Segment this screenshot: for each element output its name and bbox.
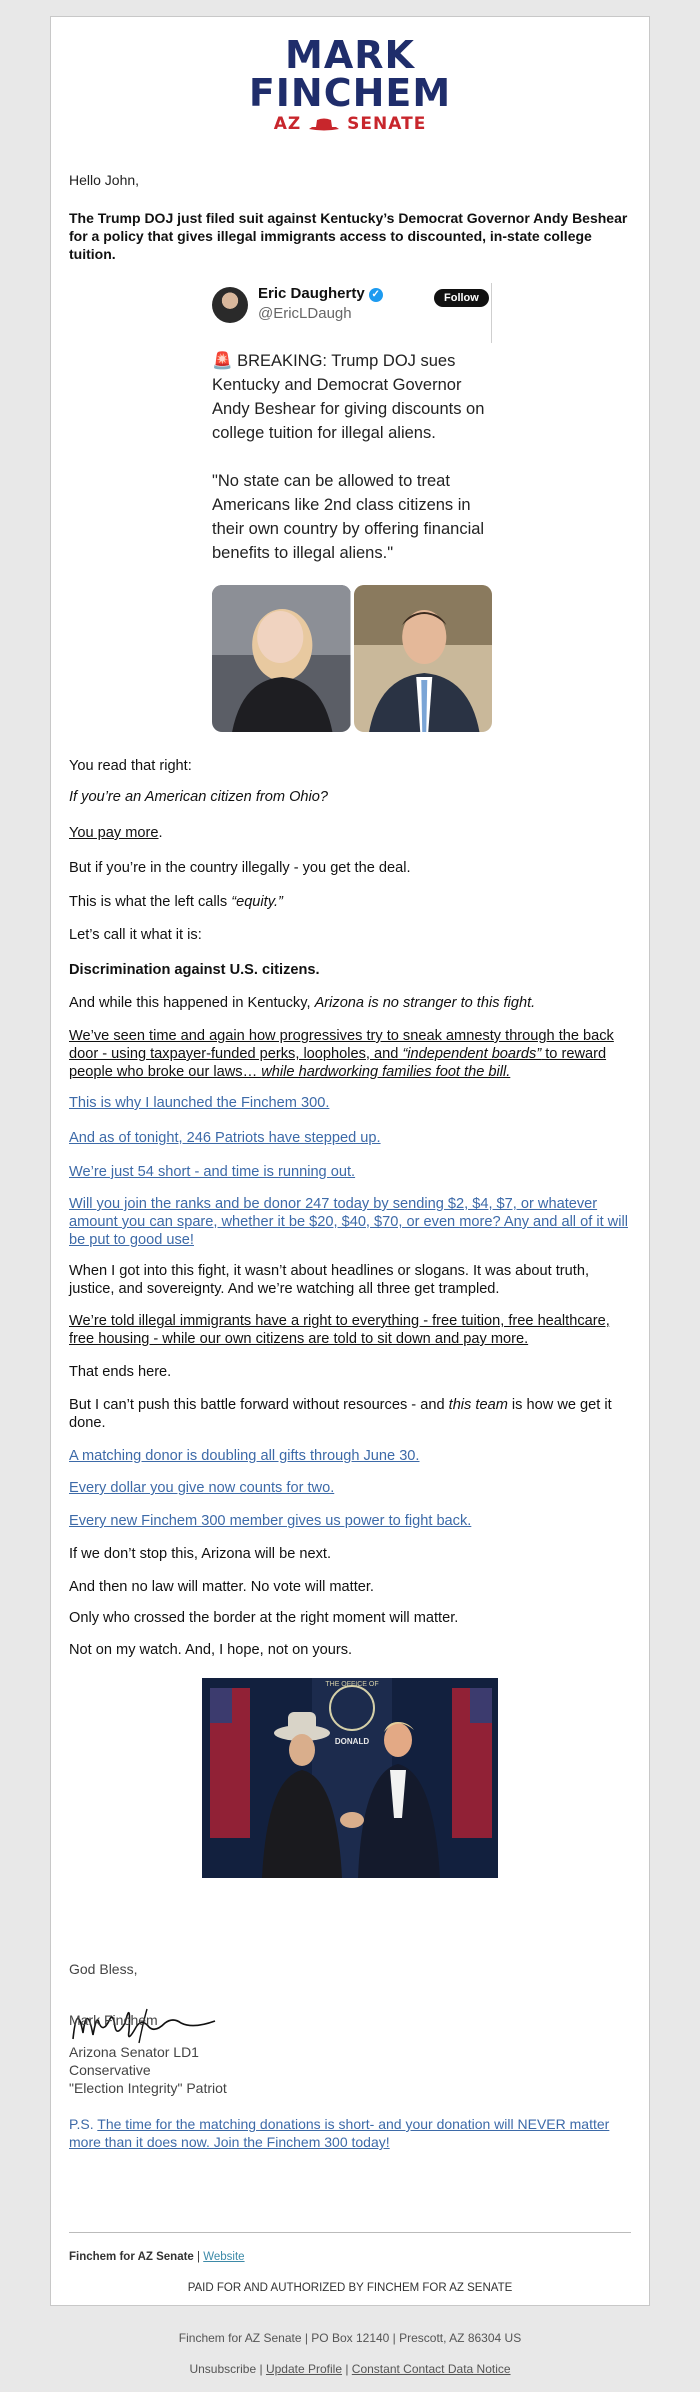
- paragraph-amnesty: [69, 1027, 629, 1081]
- link-counts-for-two[interactable]: Every dollar you give now counts for two.: [69, 1480, 335, 1496]
- lead-paragraph: The Trump DOJ just filed suit against Kentucky’s Democrat Governor Andy Beshear for a policy that gives illegal immigrants access to discounted, in-state college tuition.: [69, 210, 628, 262]
- pay-more-period: .: [158, 825, 163, 841]
- tweet-author: [258, 285, 383, 302]
- paragraph-call-it: Let’s call it what it is:: [69, 927, 202, 943]
- paragraph-read-that: You read that right:: [69, 758, 192, 774]
- postscript: [69, 2115, 629, 2151]
- link-donor-247[interactable]: Will you join the ranks and be donor 247 today by sending $2, $4, $7, or whatever amount you can spare, whether it be $20, $40, $70, or even more? Any and all of it will be put to good use!: [69, 1196, 628, 1248]
- paragraph-equity: [69, 893, 629, 911]
- link-finchem-300[interactable]: This is why I launched the Finchem 300.: [69, 1095, 330, 1111]
- paragraph-fight: When I got into this fight, it wasn’t about headlines or slogans. It was about truth, justice, and sovereignty. And we’re watching all three get trampled.: [69, 1263, 589, 1297]
- update-profile-link[interactable]: Update Profile: [265, 2362, 342, 2376]
- tweet-paragraph-1: 🚨 BREAKING: Trump DOJ sues Kentucky and Democrat Governor Andy Beshear for giving discounts on college tuition for illegal aliens.: [212, 352, 485, 442]
- paragraph-no-law: And then no law will matter. No vote will matter.: [69, 1579, 374, 1595]
- tweet-avatar: [212, 287, 248, 323]
- footer-address: Finchem for AZ Senate | PO Box 12140 | Prescott, AZ 86304 US: [178, 2331, 522, 2345]
- link-54-short[interactable]: We’re just 54 short - and time is running out.: [69, 1164, 356, 1180]
- signer-name: Mark Finchem: [69, 2012, 158, 2028]
- tweet-text: [212, 349, 492, 565]
- arizona-fight: Arizona is no stranger to this fight.: [314, 995, 536, 1011]
- paid-for-notice: PAID FOR AND AUTHORIZED BY FINCHEM FOR AZ SENATE: [187, 2282, 513, 2294]
- footer-website-link[interactable]: Website: [203, 2251, 245, 2263]
- paragraph-border: Only who crossed the border at the right moment will matter.: [69, 1610, 459, 1626]
- finchem-trump-photo: [202, 1678, 498, 1878]
- link-matching-donor[interactable]: A matching donor is doubling all gifts through June 30.: [69, 1448, 420, 1464]
- logo-senate: SENATE: [347, 114, 427, 134]
- footer-org-line: [69, 2251, 245, 2263]
- paragraph-told: We’re told illegal immigrants have a right to everything - free tuition, free healthcare, free housing - while our own citizens are told to sit down and pay more.: [69, 1313, 610, 1347]
- tweet-author-name: Eric Daugherty: [258, 285, 365, 302]
- paragraph-kentucky: [69, 994, 629, 1012]
- logo-line-2: FINCHEM: [248, 71, 452, 115]
- tweet-handle: @EricLDaugh: [258, 305, 352, 322]
- ps-link[interactable]: The time for the matching donations is short- and your donation will NEVER matter more than it does now. Join the Finchem 300 today!: [69, 2116, 610, 2150]
- resources-b: this team: [448, 1397, 508, 1413]
- footer-links: [0, 2362, 700, 2376]
- link-fight-back[interactable]: Every new Finchem 300 member gives us power to fight back.: [69, 1513, 472, 1529]
- paragraph-my-watch: Not on my watch. And, I hope, not on yours.: [69, 1642, 353, 1658]
- footer-org: Finchem for AZ Senate: [69, 2251, 194, 2263]
- hat-icon: [307, 117, 341, 131]
- verified-badge-icon: ✓: [369, 288, 383, 302]
- ps-label: P.S.: [69, 2116, 98, 2132]
- seal-top-text: THE OFFICE OF: [325, 1681, 379, 1688]
- footer-sep-2: |: [259, 2362, 266, 2376]
- paragraph-ohio: If you’re an American citizen from Ohio?: [69, 789, 329, 805]
- paragraph-pay-more: [69, 824, 629, 842]
- pay-more-text: You pay more: [69, 825, 159, 841]
- paragraph-deal: But if you’re in the country illegally - you get the deal.: [69, 860, 411, 876]
- logo-line-1: MARK: [285, 33, 415, 77]
- paragraph-ends-here: That ends here.: [69, 1364, 172, 1380]
- signer-title-3: "Election Integrity" Patriot: [69, 2080, 227, 2096]
- paragraph-resources: [69, 1396, 629, 1432]
- tweet-photos: [212, 585, 492, 732]
- resources-c: is how we get it done.: [69, 1397, 612, 1431]
- closing: God Bless,: [69, 1961, 138, 1977]
- constant-contact-link[interactable]: Constant Contact Data Notice: [351, 2362, 511, 2376]
- flag-right: [452, 1688, 492, 1838]
- paragraph-discrimination: Discrimination against U.S. citizens.: [69, 962, 320, 978]
- signer-title-1: Arizona Senator LD1: [69, 2044, 199, 2060]
- logo-subline: [0, 114, 700, 134]
- amnesty-c: to reward people who broke our laws…: [69, 1046, 607, 1080]
- equity-lead: This is what the left calls: [69, 894, 232, 910]
- link-246-patriots[interactable]: And as of tonight, 246 Patriots have stepped up.: [69, 1130, 381, 1146]
- resources-a: But I can’t push this battle forward without resources - and: [69, 1397, 449, 1413]
- logo-az: AZ: [273, 114, 302, 134]
- seal-bottom-text: DONALD: [334, 1737, 370, 1746]
- footer-sep: |: [193, 2251, 204, 2263]
- amnesty-b: “independent boards”: [402, 1046, 542, 1062]
- unsubscribe-link[interactable]: Unsubscribe: [189, 2362, 257, 2376]
- tweet-photo-left: [212, 585, 351, 732]
- amnesty-a: We’ve seen time and again how progressives try to sneak amnesty through the back door - using taxpayer-funded perks, loopholes, and: [69, 1028, 614, 1062]
- flag-left: [210, 1688, 250, 1838]
- follow-button[interactable]: Follow: [434, 289, 489, 307]
- footer-sep-3: |: [345, 2362, 352, 2376]
- equity-word: “equity.”: [231, 894, 283, 910]
- embedded-tweet[interactable]: [212, 283, 492, 733]
- signer-title-2: Conservative: [69, 2062, 151, 2078]
- tweet-photo-right: [354, 585, 493, 732]
- tweet-divider: [491, 283, 492, 343]
- amnesty-d: while hardworking families foot the bill.: [261, 1064, 511, 1080]
- footer-divider: [69, 2232, 631, 2233]
- kentucky-lead: And while this happened in Kentucky,: [69, 995, 315, 1011]
- greeting: Hello John,: [69, 172, 140, 188]
- campaign-logo: [0, 33, 700, 134]
- paragraph-arizona-next: If we don’t stop this, Arizona will be next.: [69, 1546, 332, 1562]
- tweet-paragraph-2: "No state can be allowed to treat Americans like 2nd class citizens in their own country by offering financial benefits to illegal aliens.": [212, 472, 485, 562]
